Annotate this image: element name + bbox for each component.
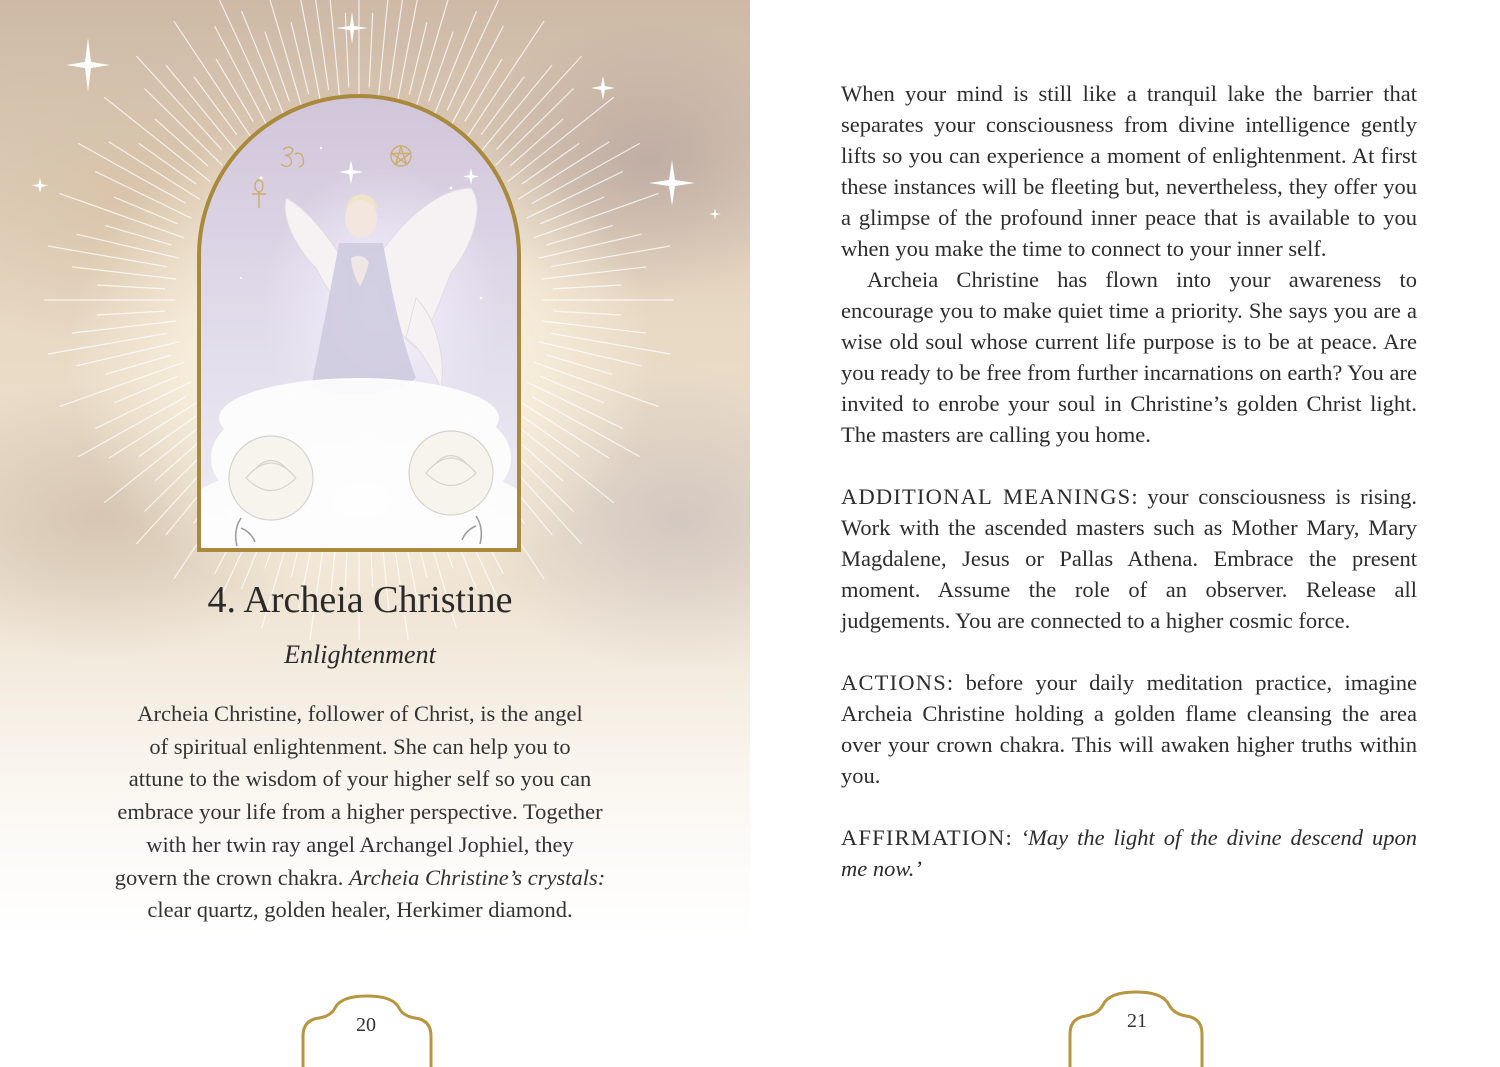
sparkle-star-icon [32,178,48,193]
halo-ray [551,333,670,354]
description-line: govern the crown chakra. [114,864,344,890]
halo-ray [345,13,349,88]
halo-ray [105,226,171,245]
crystals-list: clear quartz, golden healer, Herkimer diamond. [147,897,573,923]
sparkle-star-icon [591,76,615,100]
card-theme: Enlightenment [284,640,436,669]
halo-ray [553,311,621,315]
halo-ray [77,342,180,366]
pentagram-icon [391,146,411,166]
card-name: Archeia Christine [243,579,513,621]
halo-ray [416,0,457,109]
halo-ray [78,143,186,203]
halo-ray [104,97,210,182]
section-label: ADDITIONAL MEANINGS [841,484,1132,509]
ankh-icon [252,180,266,208]
description-line: Archeia Christine, follower of Christ, is the angel [137,701,583,726]
halo-ray [291,22,309,94]
halo-ray [97,285,165,289]
halo-ray [551,246,670,267]
page-number-right: 21 [1127,1010,1147,1032]
halo-ray [542,321,647,333]
halo-ray [378,0,389,100]
additional-meanings-section [841,481,1417,636]
halo-ray [508,97,614,182]
halo-ray [109,401,200,459]
halo-ray [547,226,613,245]
sparkle-star-icon [709,208,721,220]
body-paragraph: When your mind is still like a tranquil lake the barrier that separates your consciousness from divine intelligence gently lifts so you can experience a moment of enlightenment. At first these instances will be fleeting but, nevertheless, they offer you a glimpse of the profound inner peace that is available to you when you make the time to connect to your inner self. [841,81,1417,261]
description-line: with her twin ray angel Archangel Jophiel, they [146,831,574,857]
affirmation-text: ‘May the light of the divine descend upon me now.’ [841,825,1417,881]
halo-ray [265,32,290,102]
halo-ray [72,321,177,333]
halo-ray [539,234,642,258]
halo-ray [109,142,200,200]
halo-ray [508,418,614,503]
crystals-label: Archeia Christine’s crystals: [349,864,606,890]
halo-ray [48,246,167,267]
halo-ray [532,397,640,457]
halo-ray [104,418,210,503]
card-number: 4. [207,579,236,621]
right-page-body [841,78,1417,884]
affirmation-section [841,822,1417,884]
sparkle-star-icon [336,12,368,44]
halo-ray [389,0,408,90]
sparkle-star-icon [649,160,695,206]
halo-ray [369,13,373,88]
halo-ray [518,142,609,200]
actions-section [841,667,1417,791]
halo-ray [409,22,427,94]
body-paragraph: Archeia Christine has flown into your awareness to encourage you to make quiet time a priority. She says you are a wise old soul whose current life purpose is to be at peace. Are you ready to be free from further incarnations on earth? You are invited to enrobe your soul in Christine’s golden Christ light. The masters are calling you home. [841,267,1417,447]
halo-ray [78,397,186,457]
halo-ray [114,376,178,403]
description-line: of spiritual enlightenment. She can help you to [149,733,571,759]
section-label: AFFIRMATION [841,825,1006,850]
halo-ray [518,401,609,459]
section-text: : your consciousness is rising. Work with the ascended masters such as Mother Mary, Mary Magdalene, Jesus or Pallas Athena. Embrace the present moment. Assume the role of an observer. Release all judgements. You are connected to a higher cosmic force. [841,484,1417,633]
halo-ray [329,0,340,100]
description-line: attune to the wisdom of your higher self so you can [128,766,592,792]
section-separator: : [1005,825,1021,850]
halo-ray [262,0,303,109]
section-label: ACTIONS [841,670,947,695]
halo-ray [542,267,647,279]
halo-ray [547,355,613,374]
halo-ray [72,267,177,279]
halo-ray [310,0,329,90]
halo-ray [553,285,621,289]
card-description [80,698,640,927]
halo-ray [540,197,604,224]
section-text: : before your daily meditation practice, imagine Archeia Christine holding a golden flame cleansing the area over your crown chakra. This will awaken higher truths within you. [841,670,1417,788]
halo-ray [77,234,180,258]
halo-ray [429,32,454,102]
description-line: embrace your life from a higher perspective. Together [117,799,603,825]
halo-ray [539,342,642,366]
halo-ray [540,376,604,403]
page-number-left: 20 [356,1014,376,1036]
angel-illustration [201,98,517,552]
card-illustration-frame [197,94,521,552]
halo-ray [114,197,178,224]
halo-ray [532,143,640,203]
halo-ray [97,311,165,315]
sparkle-star-icon [66,38,110,92]
om-symbol-icon [281,147,304,167]
halo-ray [105,355,171,374]
card-title [100,578,620,622]
halo-ray [48,333,167,354]
